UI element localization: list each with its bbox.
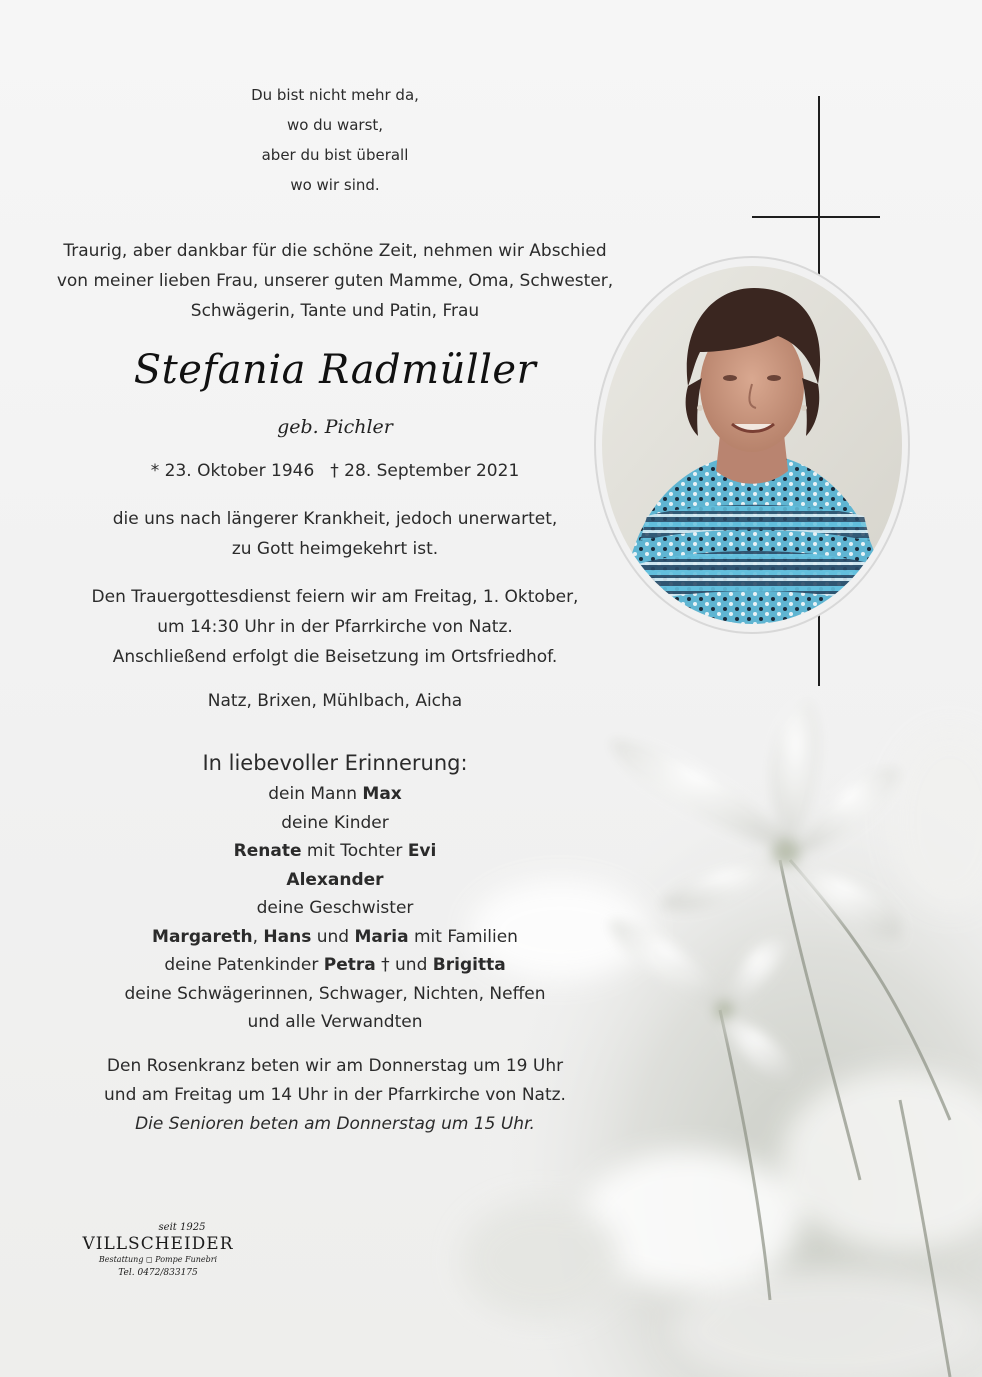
maiden-name: geb. Pichler bbox=[277, 416, 393, 438]
cross-icon-vertical-top bbox=[818, 96, 820, 286]
cross-icon-horizontal bbox=[752, 216, 880, 218]
death-text-line: die uns nach längerer Krankheit, jedoch unerwartet, bbox=[112, 509, 558, 529]
service-line: um 14:30 Uhr in der Pfarrkirche von Natz. bbox=[157, 617, 513, 637]
mourner-line: und alle Verwandten bbox=[247, 1012, 423, 1032]
poem-line: aber du bist überall bbox=[261, 146, 409, 164]
mourner-line: dein Mann Max bbox=[268, 784, 402, 804]
poem bbox=[40, 80, 630, 200]
death-date: † 28. September 2021 bbox=[330, 461, 520, 481]
mourner-line: deine Kinder bbox=[281, 812, 389, 833]
funeral-service-text bbox=[40, 582, 630, 672]
logo-phone: Tel. 0472/833175 bbox=[118, 1268, 198, 1278]
mourner-line: Renate mit Tochter Evi bbox=[233, 841, 437, 861]
funeral-home-logo bbox=[80, 1222, 236, 1280]
mourners-heading: In liebevoller Erinnerung: bbox=[202, 751, 468, 775]
mourner-line: Margareth, Hans und Maria mit Familien bbox=[152, 926, 518, 947]
intro-line: Traurig, aber dankbar für die schöne Zeit, nehmen wir Abschied bbox=[63, 241, 607, 261]
mourner-line: deine Patenkinder Petra † und Brigitta bbox=[164, 955, 506, 975]
poem-line: wo wir sind. bbox=[290, 176, 380, 194]
birth-date: * 23. Oktober 1946 bbox=[150, 461, 315, 481]
deceased-name: Stefania Radmüller bbox=[133, 347, 537, 393]
intro-line: Schwägerin, Tante und Patin, Frau bbox=[190, 301, 480, 321]
rosary-line: und am Freitag um 14 Uhr in der Pfarrkirche von Natz. bbox=[104, 1085, 566, 1105]
life-dates bbox=[40, 456, 630, 486]
service-line: Den Trauergottesdienst feiern wir am Freitag, 1. Oktober, bbox=[91, 587, 579, 607]
death-text-line: zu Gott heimgekehrt ist. bbox=[231, 539, 439, 559]
rosary-line: Den Rosenkranz beten wir am Donnerstag um 19 Uhr bbox=[106, 1056, 564, 1076]
portrait-photo bbox=[602, 266, 902, 624]
logo-brand: VILLSCHEIDER bbox=[82, 1234, 234, 1254]
places: Natz, Brixen, Mühlbach, Aicha bbox=[207, 691, 463, 711]
seniors-note: Die Senioren beten am Donnerstag um 15 Uhr. bbox=[135, 1114, 535, 1134]
poem-line: wo du warst, bbox=[286, 116, 384, 134]
logo-subtitle: Bestattung ◻ Pompe Funebri bbox=[98, 1255, 218, 1264]
intro-text bbox=[40, 236, 630, 326]
mourner-line: deine Geschwister bbox=[256, 898, 414, 918]
mourner-line: Alexander bbox=[286, 869, 384, 890]
intro-line: von meiner lieben Frau, unserer guten Mamme, Oma, Schwester, bbox=[56, 271, 614, 291]
poem-line: Du bist nicht mehr da, bbox=[251, 86, 419, 104]
service-line: Anschließend erfolgt die Beisetzung im Ortsfriedhof. bbox=[112, 647, 558, 667]
logo-since: seit 1925 bbox=[158, 1222, 206, 1233]
mourners-list bbox=[40, 746, 630, 1037]
cross-icon-vertical-bottom bbox=[818, 610, 820, 686]
mourner-line: deine Schwägerinnen, Schwager, Nichten, Neffen bbox=[124, 983, 546, 1004]
death-text bbox=[40, 504, 630, 564]
portrait-illustration bbox=[602, 266, 902, 624]
rosary-text bbox=[40, 1052, 630, 1139]
